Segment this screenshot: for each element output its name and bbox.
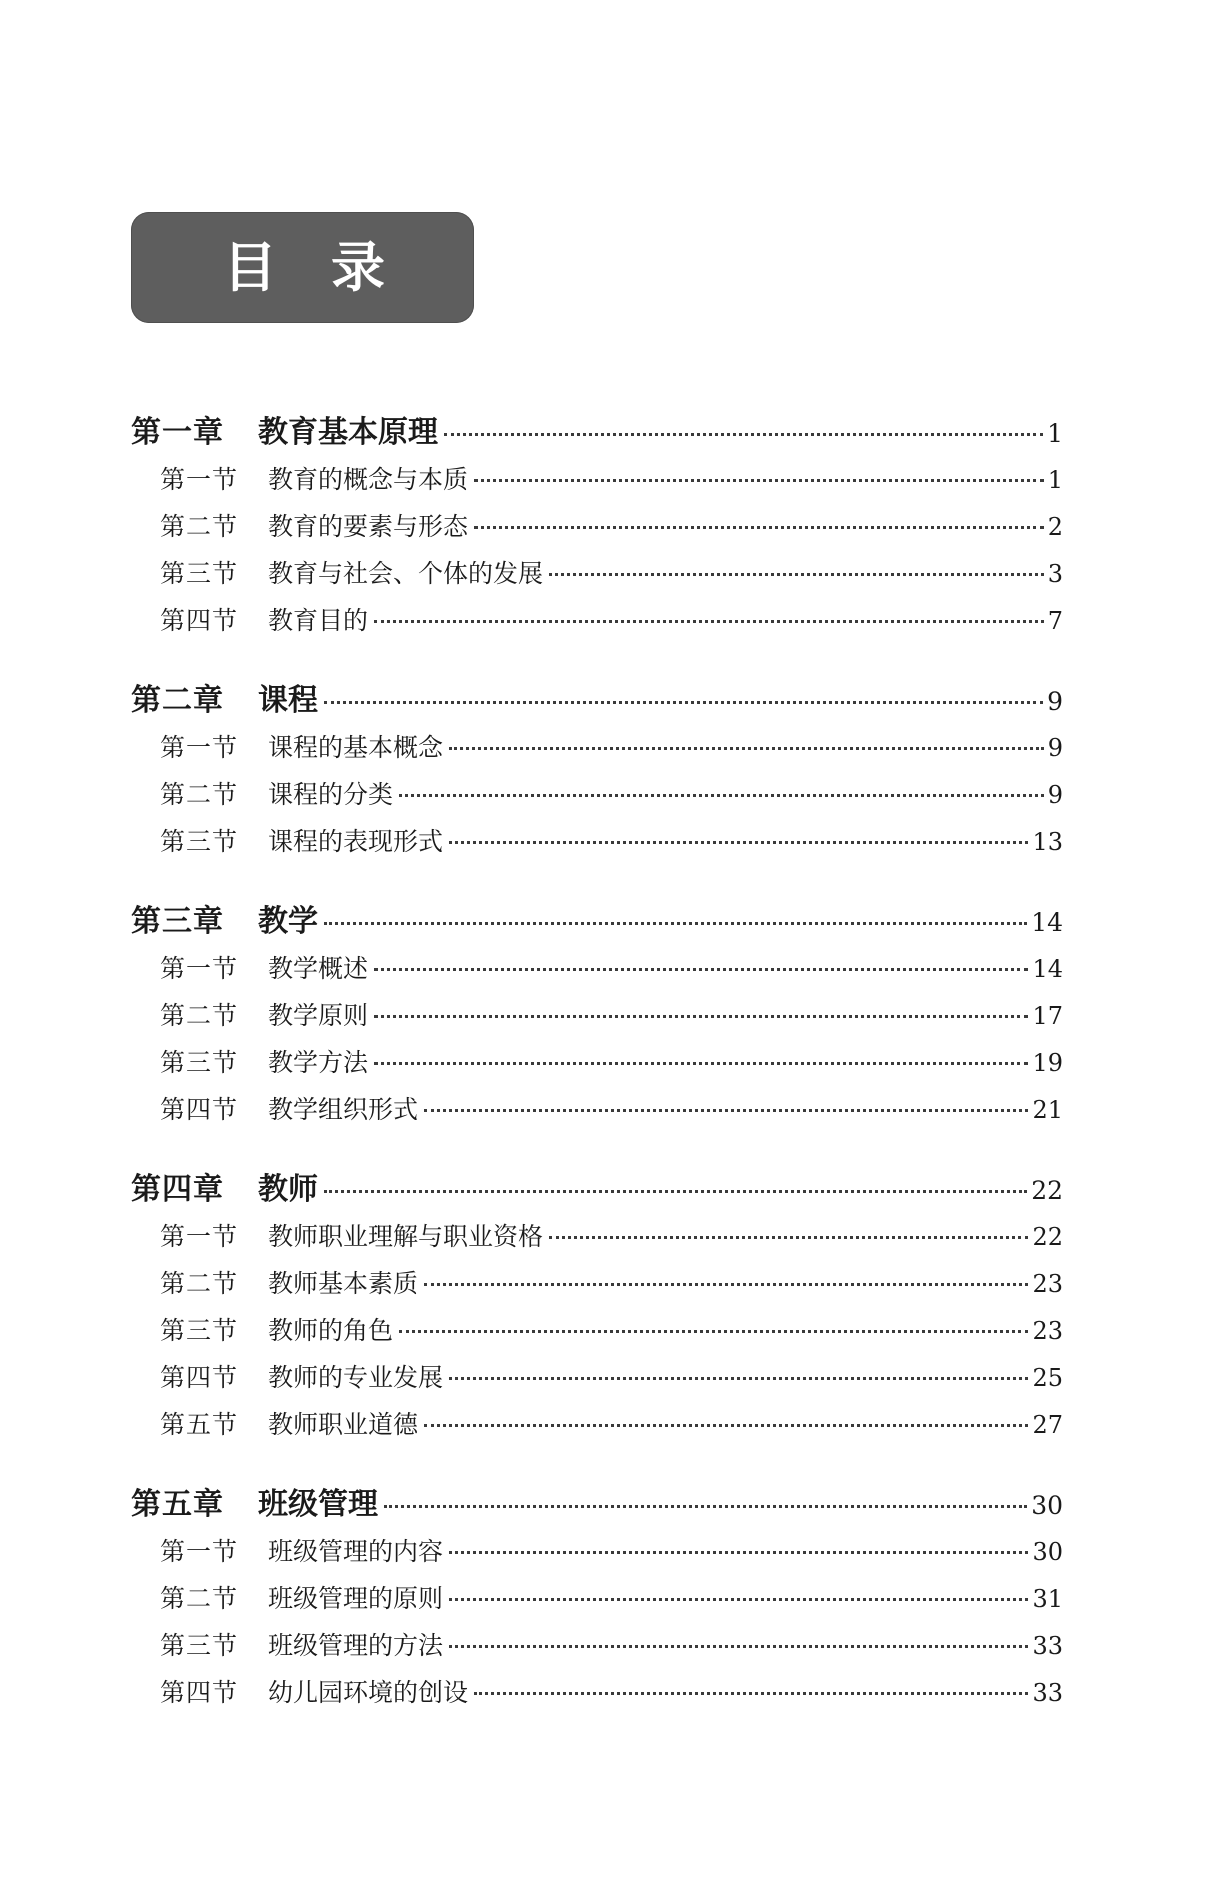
section-title: 班级管理的内容 [268,1537,444,1566]
page-number: 22 [1031,1176,1063,1205]
section-number: 第三节 [160,827,239,856]
page-number: 22 [1032,1223,1063,1251]
dot-leader [424,1424,1028,1427]
dot-leader [324,1190,1027,1193]
toc-section-entry[interactable] [160,822,1063,858]
dot-leader [474,479,1044,482]
chapter-number: 第五章 [131,1487,224,1522]
page-number: 7 [1047,607,1063,635]
section-number: 第四节 [160,1678,239,1707]
toc-section-entry[interactable] [160,1358,1063,1394]
page-number: 1 [1047,466,1063,494]
toc-section-entry[interactable] [160,1217,1063,1253]
chapter-title: 班级管理 [258,1487,378,1522]
chapter-number: 第四章 [131,1172,224,1207]
toc-section-entry[interactable] [160,1090,1063,1126]
section-title: 教育目的 [268,606,369,635]
page-number: 21 [1032,1096,1063,1124]
section-number: 第五节 [160,1410,239,1439]
toc-title-char-1: 目 [223,236,277,299]
section-number: 第四节 [160,606,239,635]
section-title: 教师基本素质 [268,1269,419,1298]
chapter-number: 第二章 [131,683,224,718]
toc-section-entry[interactable] [160,728,1063,764]
chapter-title: 教育基本原理 [258,415,438,450]
page-number: 14 [1031,908,1063,937]
toc-chapter-entry[interactable] [131,1164,1063,1208]
section-title: 班级管理的方法 [268,1631,444,1660]
toc-section-entry[interactable] [160,507,1063,543]
section-title: 教育与社会、个体的发展 [268,559,544,588]
dot-leader [324,922,1027,925]
section-title: 教学原则 [268,1001,369,1030]
section-title: 教师职业理解与职业资格 [268,1222,544,1251]
page-number: 9 [1047,781,1063,809]
section-title: 班级管理的原则 [268,1584,444,1613]
section-number: 第一节 [160,1222,239,1251]
toc-section-entry[interactable] [160,949,1063,985]
dot-leader [424,1109,1028,1112]
toc-chapter-entry[interactable] [131,407,1063,451]
page-number: 9 [1047,687,1063,716]
dot-leader [474,1692,1028,1695]
section-title: 教师职业道德 [268,1410,419,1439]
section-title: 教学组织形式 [268,1095,419,1124]
page-number: 33 [1032,1632,1063,1660]
section-title: 课程的分类 [268,780,394,809]
page-number: 19 [1032,1049,1063,1077]
section-title: 幼儿园环境的创设 [268,1678,469,1707]
page-number: 30 [1032,1538,1063,1566]
section-title: 教育的概念与本质 [268,465,469,494]
dot-leader [324,701,1043,704]
chapter-number: 第三章 [131,904,224,939]
dot-leader [449,1377,1028,1380]
dot-leader [449,841,1028,844]
section-number: 第二节 [160,1269,239,1298]
chapter-number: 第一章 [131,415,224,450]
toc-section-entry[interactable] [160,1043,1063,1079]
section-number: 第三节 [160,1316,239,1345]
toc-section-entry[interactable] [160,996,1063,1032]
chapter-title: 教学 [258,904,318,939]
toc-section-entry[interactable] [160,1405,1063,1441]
dot-leader [449,1598,1028,1601]
section-title: 教师的专业发展 [268,1363,444,1392]
dot-leader [474,526,1044,529]
dot-leader [384,1505,1027,1508]
section-number: 第二节 [160,1001,239,1030]
toc-section-entry[interactable] [160,460,1063,496]
chapter-title: 教师 [258,1172,318,1207]
section-title: 教学方法 [268,1048,369,1077]
toc-chapter-entry[interactable] [131,896,1063,940]
toc-section-entry[interactable] [160,1532,1063,1568]
dot-leader [449,747,1044,750]
toc-chapter-entry[interactable] [131,1479,1063,1523]
dot-leader [444,433,1043,436]
page-number: 14 [1032,955,1063,983]
chapter-title: 课程 [258,683,318,718]
toc-section-entry[interactable] [160,1311,1063,1347]
dot-leader [399,794,1044,797]
toc-chapter-entry[interactable] [131,675,1063,719]
section-number: 第二节 [160,1584,239,1613]
section-number: 第三节 [160,1631,239,1660]
section-title: 教学概述 [268,954,369,983]
dot-leader [449,1551,1028,1554]
dot-leader [424,1283,1028,1286]
toc-section-entry[interactable] [160,554,1063,590]
page-number: 2 [1047,513,1063,541]
page-number: 23 [1032,1270,1063,1298]
section-number: 第一节 [160,733,239,762]
dot-leader [374,968,1028,971]
toc-section-entry[interactable] [160,1626,1063,1662]
page-number: 9 [1047,734,1063,762]
section-title: 课程的表现形式 [268,827,444,856]
page-number: 1 [1047,419,1063,448]
section-number: 第三节 [160,1048,239,1077]
section-number: 第四节 [160,1363,239,1392]
dot-leader [549,1236,1028,1239]
toc-section-entry[interactable] [160,601,1063,637]
page-number: 13 [1032,828,1063,856]
dot-leader [449,1645,1028,1648]
section-title: 教育的要素与形态 [268,512,469,541]
toc-section-entry[interactable] [160,1264,1063,1300]
section-number: 第二节 [160,512,239,541]
page-number: 33 [1032,1679,1063,1707]
page-number: 25 [1032,1364,1063,1392]
section-number: 第一节 [160,954,239,983]
dot-leader [549,573,1044,576]
page-number: 30 [1031,1491,1063,1520]
page-number: 3 [1047,560,1063,588]
page-number: 27 [1032,1411,1063,1439]
section-number: 第一节 [160,1537,239,1566]
dot-leader [374,1015,1028,1018]
section-number: 第一节 [160,465,239,494]
section-title: 教师的角色 [268,1316,394,1345]
section-number: 第四节 [160,1095,239,1124]
toc-section-entry[interactable] [160,1579,1063,1615]
toc-section-entry[interactable] [160,775,1063,811]
section-number: 第三节 [160,559,239,588]
dot-leader [374,1062,1028,1065]
section-number: 第二节 [160,780,239,809]
section-title: 课程的基本概念 [268,733,444,762]
toc-title-char-2: 录 [331,236,385,299]
page-number: 31 [1032,1585,1063,1613]
page-number: 17 [1032,1002,1063,1030]
dot-leader [399,1330,1028,1333]
dot-leader [374,620,1044,623]
page-number: 23 [1032,1317,1063,1345]
toc-section-entry[interactable] [160,1673,1063,1709]
